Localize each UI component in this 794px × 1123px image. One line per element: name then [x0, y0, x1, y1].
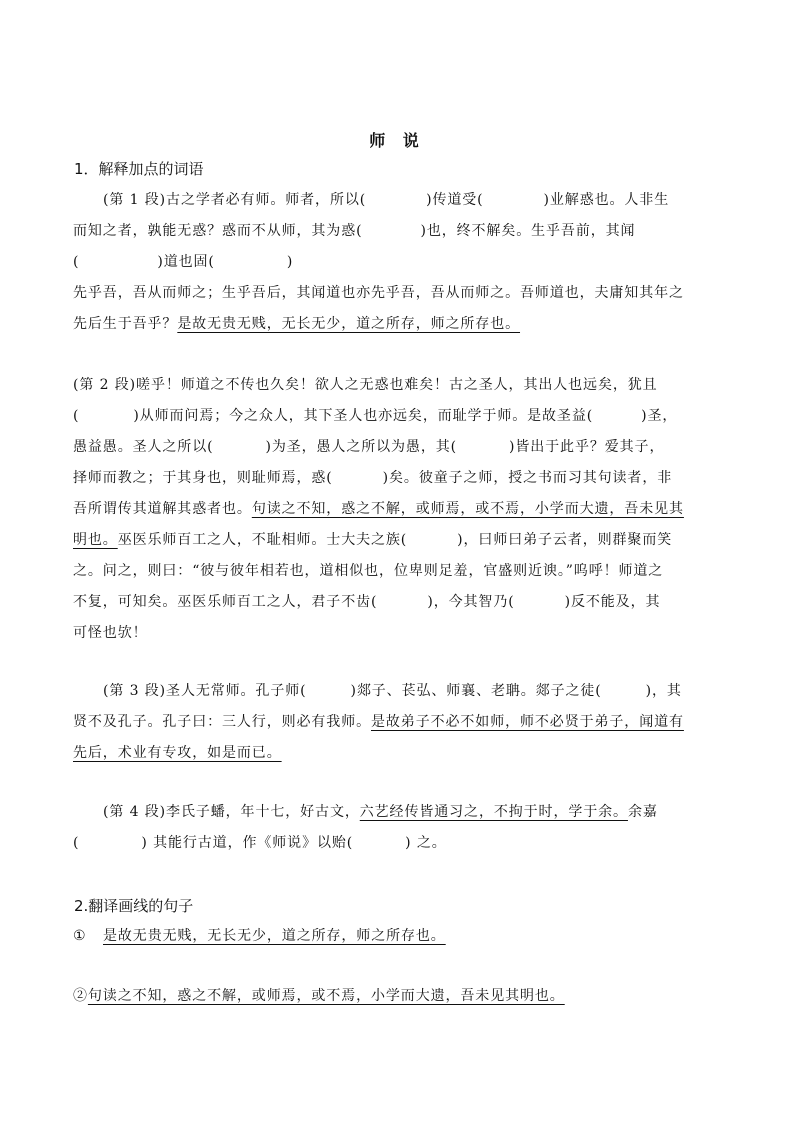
underlined-sentence: 是故无贵无贱，无长无少，道之所存，师之所存也。 [103, 928, 446, 944]
paragraph-tag: (第 4 段) [103, 804, 167, 820]
paragraph-4: (第 4 段)李氏子蟠，年十七，好古文，六艺经传皆通习之，不拘于时，学于余。余嘉 ( ) 其能行古道，作《师说》以贻( ) 之。 [73, 804, 658, 851]
underlined-sentence: 句读之不知，惑之不解，或师焉，或不焉，小学而大遗，吾未见其明也。 [87, 988, 565, 1004]
paragraph-tag: (第 1 段) [103, 192, 167, 208]
page-title: 师 说 [369, 131, 425, 150]
underlined-sentence: 先后，术业有专攻，如是而已。 [73, 745, 282, 761]
paragraph-3: (第 3 段)圣人无常师。孔子师( )郯子、苌弘、师襄、老聃。郯子之徒( )，其 贤不及孔子。孔子曰：三人行，则必有我师。是故弟子不必不如师，师不必贤于弟子，闻道有 先后，术业有专攻，如是而已。 [73, 683, 684, 761]
paragraph-1: (第 1 段)古之学者必有师。师者，所以( )传道受( )业解惑也。人非生 而知之者，孰能无惑？惑而不从师，其为惑( )也，终不解矣。生乎吾前，其闻 ( )道也固( ) 先乎吾，吾从而师之；生乎吾后，其闻道也亦先乎吾，吾从而师之。吾师道也，夫庸知其年之 先后生于吾乎？是故无贵无贱，无长无少，道之所存，师之所存也。 [73, 192, 684, 332]
underlined-sentence: 是故无贵无贱，无长无少，道之所存，师之所存也。 [177, 316, 521, 332]
paragraph-tag: (第 3 段) [103, 683, 167, 699]
item-number: ① [73, 928, 87, 944]
underlined-sentence: 句读之不知，惑之不解，或师焉，或不焉，小学而大遗，吾未见其 [251, 501, 684, 517]
paragraph-2: (第 2 段)嗟乎！师道之不传也久矣！欲人之无惑也难矣！古之圣人，其出人也远矣，犹且 ( )从师而问焉；今之众人，其下圣人也亦远矣，而耻学于师。是故圣益( )圣， 愚益愚。圣人之所以( )为圣，愚人之所以为愚，其( )皆出于此乎？爱其子， 择师而教之；于其身也，则耻师焉，惑( )矣。彼童子之师，授之书而习其句读者，非 吾所谓传其道解其惑者也。句读之不知，惑之不解，或师焉，或不焉，小学而大遗，吾未见其 明也。巫医乐师百工之人，不耻相师。士大夫之族( )，曰师曰弟子云者，则群聚而笑 之。问之，则曰：“彼与彼年相若也，道相似也，位卑则足羞，官盛则近谀。”呜呼！师道之 不复，可知矣。巫医乐师百工之人，君子不齿( )，今其智乃( )反不能及，其 可怪也欤！ [73, 377, 684, 641]
underlined-sentence: 明也。 [73, 532, 118, 548]
underlined-sentence: 是故弟子不必不如师，师不必贤于弟子，闻道有 [371, 714, 684, 730]
underlined-sentence: 六艺经传皆通习之，不拘于时，学于余。 [359, 804, 628, 820]
translation-item-1 [73, 925, 446, 945]
section-2-heading: 2.翻译画线的句子 [74, 897, 194, 915]
item-number: ② [73, 988, 88, 1004]
paragraph-tag: (第 2 段) [73, 377, 137, 393]
translation-item-2 [73, 985, 565, 1005]
section-1-heading: 1．解释加点的词语 [74, 160, 204, 178]
